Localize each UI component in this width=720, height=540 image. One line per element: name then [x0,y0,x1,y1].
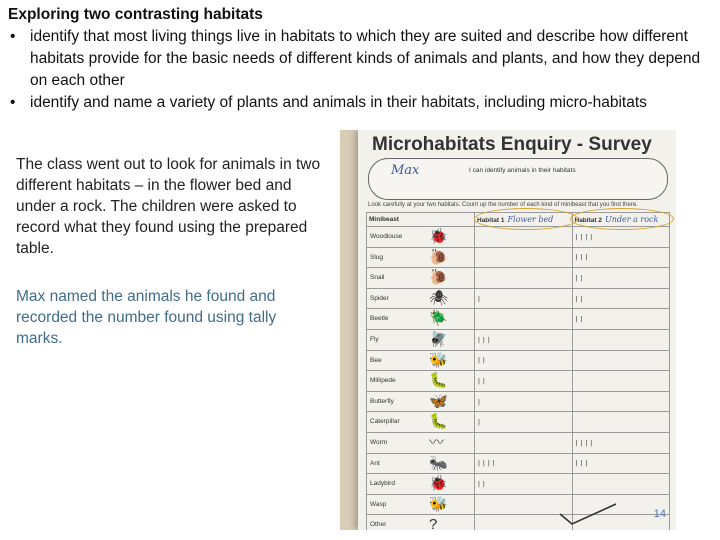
habitat2-tally [572,474,670,495]
table-row [367,329,670,350]
minibeast-cell [367,453,475,474]
table-row [367,309,670,330]
habitat1-written: Flower bed [507,215,554,224]
habitat2-tally [572,350,670,371]
habitat1-tally: || [475,350,573,371]
table-row [367,412,670,433]
worksheet-instructions: Look carefully at your two habitats. Count up the number of each kind of minibeast that you find there. [368,202,638,208]
minibeast-header: Minibeast [367,213,475,227]
minibeast-name: Wasp [370,500,387,508]
minibeast-name: Butterfly [370,397,394,405]
table-row [367,371,670,392]
habitat2-tally: || [572,309,670,330]
question-mark-icon: ? [429,516,438,530]
woodlouse-icon: 🐞 [429,228,448,245]
habitat1-tally: ||| [475,329,573,350]
worksheet-photo [340,130,676,530]
objectives-list [8,26,713,114]
table-row [367,494,670,515]
minibeast-name: Ant [370,459,380,467]
habitat1-tally [475,309,573,330]
minibeast-cell [367,247,475,268]
minibeast-name: Ladybird [370,480,395,488]
caterpillar-icon: 🐛 [429,413,448,431]
minibeast-cell [367,494,475,515]
slug-icon: 🐌 [429,248,448,266]
habitat1-tally [475,432,573,453]
habitat2-tally: |||| [572,432,670,453]
minibeast-cell [367,268,475,289]
habitat2-tally [572,391,670,412]
table-row [367,453,670,474]
spider-icon: 🕷 [429,289,449,307]
butterfly-icon: 🦋 [429,392,448,410]
slide-title: Exploring two contrasting habitats [8,6,263,23]
minibeast-name: Slug [370,253,384,261]
habitat2-tally: ||| [572,453,670,474]
habitat2-tally [572,371,670,392]
habitat2-tally: ||| [572,247,670,268]
habitat1-tally: | [475,288,573,309]
minibeast-name: Woodlouse [370,233,403,240]
habitat1-tally: |||| [475,453,573,474]
minibeast-cell [367,309,475,330]
table-row [367,288,670,309]
minibeast-cell [367,432,475,453]
name-box [368,158,668,200]
worm-icon: 〰 [429,433,445,451]
minibeast-name: Worm [370,438,388,446]
table-row [367,350,670,371]
table-row [367,391,670,412]
objective-bullet: • identify and name a variety of plants and animals in their habitats, including micro-habitats [8,92,713,114]
minibeast-cell [367,371,475,392]
habitat2-tally: || [572,288,670,309]
ladybird-icon: 🐞 [429,475,448,493]
habitat1-tally: || [475,371,573,392]
minibeast-cell [367,515,475,530]
ant-icon: 🐜 [429,454,448,472]
wasp-icon: 🐝 [429,495,448,513]
highlight-oval [474,208,578,230]
fly-icon: 🪰 [429,330,448,348]
worksheet-title: Microhabitats Enquiry - Survey [372,134,652,155]
snail-icon: 🐌 [429,269,448,287]
check-mark-icon [558,502,618,526]
habitat2-tally [572,412,670,433]
page-number: 14 [653,508,666,520]
habitat2-tally: || [572,268,670,289]
habitat1-tally [475,268,573,289]
minibeast-cell [367,391,475,412]
highlight-oval [570,208,674,230]
habitat1-tally [475,247,573,268]
minibeast-name: Bee [370,356,382,364]
table-row [367,474,670,495]
millipede-icon: 🐛 [429,372,448,390]
minibeast-name: Snail [370,274,385,282]
minibeast-cell [367,288,475,309]
minibeast-cell [367,474,475,495]
habitat1-tally: | [475,412,573,433]
minibeast-cell [367,329,475,350]
habitat2-label: Habitat 2 [574,217,602,224]
caption-paragraph: Max named the animals he found and recorded the number found using tally marks. [16,288,277,347]
objective-bullet: • identify that most living things live in habitats to which they are suited and describe how different habitats provide for the basic needs of different kinds of animals and plants, and how they depend on each other [8,26,713,92]
description-paragraph: The class went out to look for animals in two different habitats – in the flower bed and under a rock. The children were asked to record what they found using the prepared table. [16,156,321,257]
habitat1-tally: | [475,391,573,412]
survey-table [366,212,670,530]
objective-text: I can identify animals in their habitats [469,167,576,174]
table-row [367,515,670,530]
table-row [367,247,670,268]
beetle-icon: 🪲 [429,310,448,328]
minibeast-name: Caterpillar [370,418,400,426]
minibeast-name: Other [370,521,387,529]
worksheet-sheet [358,130,676,530]
habitat1-tally: || [475,474,573,495]
minibeast-cell [367,227,475,248]
habitat2-written: Under a rock [604,215,659,224]
table-row [367,268,670,289]
minibeast-name: Beetle [370,315,389,323]
minibeast-name: Millipede [370,377,396,385]
student-name: Max [391,163,420,178]
minibeast-cell [367,350,475,371]
habitat2-tally: |||| [572,227,670,248]
habitat1-label: Habitat 1 [477,217,505,224]
minibeast-name: Fly [370,335,379,343]
bee-icon: 🐝 [429,351,448,369]
minibeast-cell [367,412,475,433]
habitat2-tally [572,329,670,350]
minibeast-name: Spider [370,294,389,302]
table-row [367,432,670,453]
heading-block [8,4,713,114]
